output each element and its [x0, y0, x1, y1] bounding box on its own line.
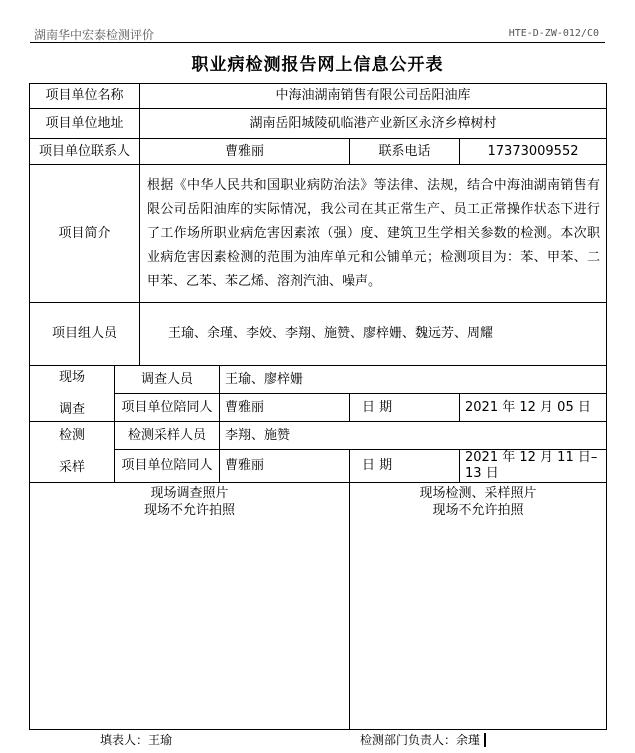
head-signature: 检测部门负责人：余瑾 [360, 733, 481, 747]
survey-photo-note: 现场不允许拍照 [144, 503, 236, 518]
unit-name-label: 项目单位名称 [30, 84, 140, 109]
sampling-label [30, 422, 115, 483]
row-survey-escort [30, 394, 607, 422]
samplers-label: 检测采样人员 [115, 422, 220, 450]
intro-text: 根据《中华人民共和国职业病防治法》等法律、法规，结合中海油湖南销售有限公司岳阳油库的实际情况，我公司在其正常生产、员工正常操作状态下进行了工作场所职业病危害因素浓（强）度、建筑卫生学相关参数的检测。本次职业病危害因素检测的范围为油库单元和公铺单元；检测项目为：苯、甲苯、二甲苯、乙苯、苯乙烯、溶剂汽油、噪声。 [140, 165, 607, 303]
row-unit-name [30, 84, 607, 109]
investigators-label: 调查人员 [115, 366, 220, 394]
sampling-escort-value: 曹雅丽 [220, 450, 350, 483]
row-photos [30, 483, 607, 730]
header-doc-code: HTE-D-ZW-012/C0 [508, 28, 599, 39]
unit-address-value: 湖南岳阳城陵矶临港产业新区永济乡樟树村 [140, 109, 607, 139]
header-divider [30, 42, 605, 43]
investigators-value: 王瑜、廖梓姗 [220, 366, 607, 394]
row-unit-address [30, 109, 607, 139]
survey-label [30, 366, 115, 422]
survey-photo-cell [30, 483, 350, 730]
survey-label-line1: 现场 [58, 369, 85, 385]
samplers-value: 李翔、施赞 [220, 422, 607, 450]
unit-address-label: 项目单位地址 [30, 109, 140, 139]
members-label: 项目组人员 [30, 303, 140, 366]
unit-name-value: 中海油湖南销售有限公司岳阳油库 [140, 84, 607, 109]
members-value: 王瑜、余瑾、李姣、李翔、施赞、廖梓姗、魏远芳、周耀 [140, 303, 607, 366]
row-intro [30, 165, 607, 303]
info-table [29, 83, 607, 730]
contact-label: 项目单位联系人 [30, 139, 140, 165]
survey-photo-title: 现场调查照片 [150, 486, 229, 501]
row-sampling-escort [30, 450, 607, 483]
sampling-label-line2: 采样 [58, 460, 85, 475]
survey-escort-value: 曹雅丽 [220, 394, 350, 422]
head-signature-wrap [360, 731, 486, 748]
sampling-photo-title: 现场检测、采样照片 [419, 486, 537, 501]
row-survey-investigators [30, 366, 607, 394]
intro-label: 项目简介 [30, 165, 140, 303]
survey-escort-label: 项目单位陪同人 [115, 394, 220, 422]
phone-label: 联系电话 [350, 139, 460, 165]
sampling-photo-note: 现场不允许拍照 [432, 503, 524, 518]
sampling-label-line1: 检测 [58, 428, 85, 443]
text-cursor [484, 733, 486, 747]
phone-value: 17373009552 [460, 139, 607, 165]
header-org: 湖南华中宏泰检测评价 [34, 28, 155, 42]
sampling-date-label: 日 期 [350, 450, 460, 483]
row-sampling-people [30, 422, 607, 450]
contact-value: 曹雅丽 [140, 139, 350, 165]
sampling-date-value: 2021 年 12 月 11 日–13 日 [460, 450, 607, 483]
filler-signature: 填表人：王瑜 [100, 733, 173, 747]
survey-label-line2: 调查 [58, 401, 85, 417]
survey-date-label: 日 期 [350, 394, 460, 422]
row-members [30, 303, 607, 366]
sampling-escort-label: 项目单位陪同人 [115, 450, 220, 483]
row-contact [30, 139, 607, 165]
survey-date-value: 2021 年 12 月 05 日 [460, 394, 607, 422]
sampling-photo-cell [350, 483, 607, 730]
page-title: 职业病检测报告网上信息公开表 [191, 55, 444, 75]
